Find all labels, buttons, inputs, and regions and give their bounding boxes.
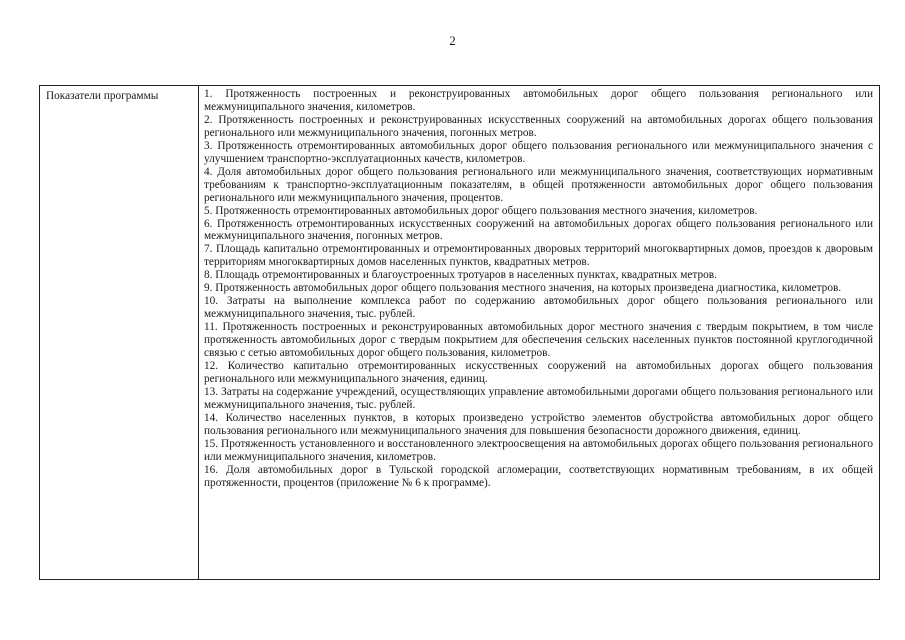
page-number: 2: [449, 33, 456, 48]
indicator-item: 5. Протяженность отремонтированных автомобильных дорог общего пользования местного значения, километров.: [204, 204, 758, 217]
program-indicators-table: [39, 85, 880, 580]
indicator-item: 11. Протяженность построенных и реконструированных автомобильных дорог местного значения с твердым покрытием, в том числе протяженность автомобильных дорог с твердым покрытием для обеспечения сельских населенных пунктов постоянной круглогодичной связью с сетью автомобильных дорог общего пользования, километров.: [204, 321, 873, 360]
indicator-item: 16. Доля автомобильных дорог в Тульской городской агломерации, соответствующих нормативным требованиям, в их общей протяженности, процентов (приложение № 6 к программе).: [204, 463, 873, 489]
indicator-item: 8. Площадь отремонтированных и благоустроенных тротуаров в населенных пунктах, квадратных метров.: [204, 269, 717, 282]
indicator-item: 12. Количество капитально отремонтированных искусственных сооружений на автомобильных дорогах общего пользования регионального или межмуниципального значения, единиц.: [204, 360, 873, 385]
indicator-item: 7. Площадь капитально отремонтированных и отремонтированных дворовых территорий многоквартирных домов, проездов к дворовым территориям многоквартирных домов населенных пунктов, квадратных метров.: [204, 243, 873, 269]
indicator-item: 14. Количество населенных пунктов, в которых произведено устройство элементов обустройства автомобильных дорог общего пользования регионального или межмуниципального значения для повышения безопасности дорожного движения, единиц.: [204, 411, 873, 437]
indicator-item: 15. Протяженность установленного и восстановленного электроосвещения на автомобильных дорогах общего пользования регионального или межмуниципального значения, километров.: [204, 437, 873, 463]
indicator-item: 6. Протяженность отремонтированных искусственных сооружений на автомобильных дорогах общего пользования регионального или межмуниципального значения, погонных метров.: [204, 217, 873, 243]
indicator-item: 10. Затраты на выполнение комплекса работ по содержанию автомобильных дорог общего пользования регионального или межмуниципального значения, тыс. рублей.: [204, 295, 873, 321]
indicator-item: 13. Затраты на содержание учреждений, осуществляющих управление автомобильными дорогами общего пользования регионального или межмуниципального значения, тыс. рублей.: [204, 385, 873, 411]
table-content-cell: [199, 86, 879, 579]
indicator-item: 4. Доля автомобильных дорог общего пользования регионального или межмуниципального значения, соответствующих нормативным требованиям к транспортно-эксплуатационным показателям, в общей протяженности автомобильных дорог общего пользования регионального или межмуниципального значения, процентов.: [204, 165, 873, 204]
indicator-item: 3. Протяженность отремонтированных автомобильных дорог общего пользования регионального или межмуниципального значения с улучшением транспортно-эксплуатационных качеств, километров.: [204, 139, 873, 165]
table-label-cell: Показатели программы: [40, 86, 199, 579]
indicator-item: 2. Протяженность построенных и реконструированных искусственных сооружений на автомобильных дорогах общего пользования регионального или межмуниципального значения, погонных метров.: [204, 113, 873, 139]
indicator-item: 9. Протяженность автомобильных дорог общего пользования местного значения, на которых произведена диагностика, километров.: [204, 282, 842, 295]
indicator-item: 1. Протяженность построенных и реконструированных автомобильных дорог общего пользования регионального или межмуниципального значения, километров.: [204, 88, 873, 113]
